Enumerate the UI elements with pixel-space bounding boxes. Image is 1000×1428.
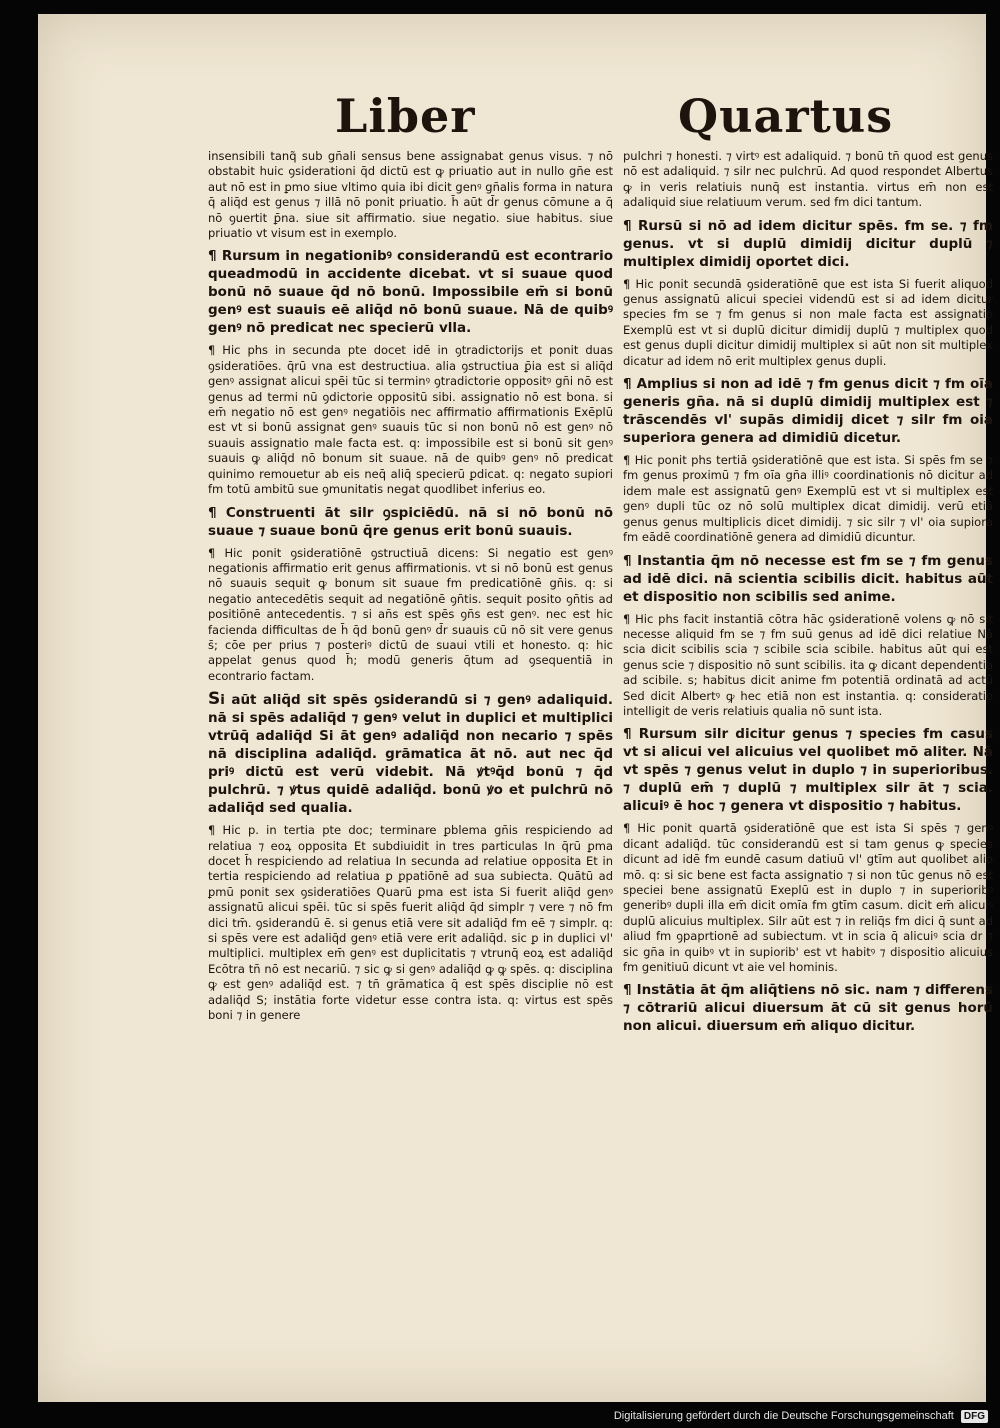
text-paragraph: ¶ Instantia q̄m nō necesse est fm se ⁊ fm genus ad idē dici. nā scientia scibilis dicit. habitus aūt et dispositio non scibilis sed anime.: [623, 552, 993, 605]
text-paragraph: ¶ Amplius si non ad idē ⁊ fm genus dicit ⁊ fm oīa generis gn̄a. nā si duplū dimidij multiplex est ⁊ trāscendēs vl' supās dimidij dicet ⁊ silr fm oia superiora genera ad dimidiū dicetur.: [623, 376, 993, 447]
commentary-paragraph: ¶ Hic phs facit instantiā cōtra hāc ꝯsiderationē volens ꝙ nō sit necesse aliquid fm se ⁊ fm suū genus ad idē dici relatiue Nā scia dicit scibilis scia ⁊ scibile scia scibile. habitus aūt qui est genus scie ⁊ dispositio nō sunt scibilis. ita ꝙ dicant dependentia ad scibile. s; habitus dicit anime fm potentiā ordinatā ad actū Sed dicit Albertꝰ ꝙ hec etiā non est instantia. q: consideratio intelligit de veris relatiuis qualia nō sunt ista.: [623, 611, 993, 718]
commentary-paragraph: ¶ Hic phs in secunda pte docet idē in ꝯtradictorijs et ponit duas ꝯsideratiōes. q̄rū vna est destructiua. alia ꝯstructiua ꝑ̄ia est si aliq̄d genꝰ assignat alicui spēi tūc si terminꝰ ꝯtradictorie oppositꝰ gn̄i nō est genus ad termi nū ꝯdictorie oppositū sibi. assignatio nō est bona. si em̄ negatio nō est genꝰ negatiōis nec affirmatio affirmationis Exēplū est vt si bonū assignat genꝰ suauis tūc si non bonū nō est genꝰ nō suauis assignatio male facta est. q: impossibile est si bonū sit genꝰ suauis ꝙ aliq̄d nō bonum sit suaue. nā de quibꝰ genꝰ nō predicat quinimo remouetur ab eis neq̄ aliq̄ specierū ꝑdicat. q: negato supiori fm totū ambitū sue ꝯmunitatis negat quodlibet inferius eo.: [208, 343, 613, 497]
book-page: [38, 14, 993, 1402]
text-paragraph: Si aūt aliq̄d sit spēs ꝯsiderandū si ⁊ genꝰ adaliquid. nā si spēs adaliq̄d ⁊ genꝰ velut in duplici et multiplici vtrūq̄ adaliq̄d Si āt genꝰ adaliq̄d non necario ⁊ spēs nā disciplina adaliq̄d. grāmatica āt nō. aut nec q̄d priꝰ dictū est verū videbit. Nā ꝟtꝰq̄d bonū ⁊ q̄d pulchrū. ⁊ ꝟtus quidē adaliq̄d. bonū ꝟo et pulchrū nō adaliq̄d sed qualia.: [208, 689, 613, 817]
running-head-right: Quartus: [678, 89, 894, 143]
text-paragraph: ¶ Rursum in negationibꝰ considerandū est econtrario queadmodū in accidente dicebat. vt si suaue quod bonū nō suaue q̄d nō bonū. Impossibile em̄ si bonū genꝰ est suauis eē aliq̄d nō bonū suaue. Nā de quibꝰ genꝰ nō predicat nec specierū vlla.: [208, 248, 613, 337]
commentary-paragraph: ¶ Hic ponit phs tertiā ꝯsideratiōnē que est ista. Si spēs fm se ⁊ fm genus proximū ⁊ fm oīa gn̄a illiꝰ coordinationis nō dicitur ad idem male est assignatū genꝰ Exemplū est vt si multiplex est genꝰ dupli tūc oz nō solū multiplex dicat dimidij. verū etiā genus genus multiplicis dicet dimidij. ⁊ sic silr ⁊ vl' oia supiora fm eādē coordinatiōnē genera ad dimidiū dicuntur.: [623, 453, 993, 545]
commentary-paragraph: ¶ Hic ponit secundā ꝯsideratiōnē que est ista Si fuerit aliquod genus assignatū alicui speciei videndū est si ad idem dicitur species fm se ⁊ fm genus si non male facta est assignatio Exemplū est vt si duplū dicitur dimidij duplū ⁊ multiplex quod est genus dupli dicitur dimidij multiplex si aūt non sit multiplex dicatur ad idem nō erit multiplex genus dupli.: [623, 276, 993, 368]
right-column: [623, 149, 993, 1041]
commentary-paragraph: ¶ Hic ponit ꝯsideratiōnē ꝯstructiuā dicens: Si negatio est genꝰ negationis affirmatio erit genus affirmationis. vt si nō bonū est genus nō suauis sequit ꝙ bonum sit suaue fm predicatiōnē gn̄is. q: si negatio antecedētis sequit ad negatiōnē ꝯn̄tis. sequit posito ꝯn̄tis ad positiōnē antecedentis. ⁊ si an̄s est spēs ꝯn̄s est genꝰ. nec est hic facienda difficultas de h̄ q̄d bonū genꝰ d̄r suauis cū nō sit vere genus s̄; cōe per prius ⁊ posteriꝰ dictū de suaui vtili et honesto. q: hic appelat genus quod h̄; modū generis q̄tum ad ꝯsequentiā in econtrario factam.: [208, 545, 613, 683]
commentary-paragraph: ¶ Hic ponit quartā ꝯsideratiōnē que est ista Si spēs ⁊ genꝰ dicant adaliq̄d. tūc considerandū est si tam genus ꝙ species dicunt ad idē fm eundē casum datiuū vl' gtīm aut quolibet alio mō. q: si sic bene est facta assignatio ⁊ si non tūc genus nō est speciei bene assignatū Exeplū est in duplo ⁊ in superioribꝰ generibꝰ dupli illa em̄ dicit omīa fm gtīm casum. dicit em̄ alicuiꝰ duplū alicuius multiplex. Silr aūt est ⁊ in reliq̄s fm dici q̄ sunt ad aliud fm ꝯpaprtionē ad subiectum. vt in scia q̄ alicuiꝰ scia dr ⁊ sic gn̄a in quibꝰ vt in supiorib' est vt habitꝰ ⁊ dispositio alicuius fm genitiuū dicunt vt aie vel hominis.: [623, 821, 993, 974]
digitization-credit: [0, 1410, 988, 1428]
running-head: [38, 89, 986, 149]
commentary-paragraph: insensibili tanq̃ sub gn̄ali sensus bene assignabat genus visus. ⁊ nō obstabit huic ꝯsiderationi q̄d dictū est ꝙ priuatio aut in nullo gn̄e est aut nō est in ꝑmo siue vltimo quia ibi dicit genꝰ gn̄alis forma in natura q̄ aliq̄d est genus ⁊ illā nō ponit priuatio. h̄ aūt d̄r genus cōmune a q̄ nō ꝯuertit ꝑ̄na. siue sit affirmatio. siue negatio. siue habitus. siue priuatio vt visum est in exemplo.: [208, 149, 613, 241]
text-paragraph: ¶ Rursū si nō ad idem dicitur spēs. fm se. ⁊ fm genus. vt si duplū dimidij dicitur duplū ⁊ multiplex dimidij oportet dici.: [623, 217, 993, 270]
text-paragraph: ¶ Instātia āt q̄m aliq̄tiens nō sic. nam ⁊ differens ⁊ cōtrariū alicui diuersum āt cū sit genus horū non alicui. diuersum em̄ aliquo dicitur.: [623, 982, 993, 1035]
commentary-paragraph: pulchri ⁊ honesti. ⁊ virtꝰ est adaliquid. ⁊ bonū tn̄ quod est genus nō est adaliquid. ⁊ silr nec pulchrū. Ad quod respondet Albertus ꝙ in veris relatiuis nunq̄ est instantia. virtus em̄ non est adaliquid siue relatiuum verum. sed fm dici tantum.: [623, 149, 993, 210]
text-paragraph: ¶ Construenti āt silr ꝯspiciēdū. nā si nō bonū nō suaue ⁊ suaue bonū q̄re genus erit bonū suauis.: [208, 504, 613, 539]
credit-text: Digitalisierung gefördert durch die Deutsche Forschungsgemeinschaft: [613, 1410, 954, 1422]
dfg-logo: DFG: [961, 1410, 988, 1423]
left-column: [208, 149, 613, 1029]
commentary-paragraph: ¶ Hic p. in tertia pte doc; terminare ꝑblema gn̄is respiciendo ad relatiua ⁊ eoꝝ opposita Et subdiuidit in tres particulas In q̄rū ꝑma docet h̄ respiciendo ad relatiua In secunda ad relatiue opposita Et in tertia respiciendo ad relatiua ꝑ ꝑpatiōnē ad sua subiecta. Quātū ad ꝑmū ponit sex ꝯsideratiōes Quarū ꝑma est ista Si fuerit aliq̄d genꝰ assignatū alicui spēi. tūc si spēs fuerit aliq̄d q̄d simplr ⁊ vere ⁊ nō fm dici tm̄. ꝯsiderandū ē. si genus etiā vere sit adaliq̄d fm eē ⁊ simplr. q: si spēs vere est adaliq̄d genꝰ etiā vere erit adaliq̄d. sic ꝑ in duplici vl' multiplici. multiplex em̄ genꝰ est duplicitatis ⁊ vtrunq̄ eoꝝ est adaliq̄d Ecōtra tn̄ nō est necariū. ⁊ sic ꝙ si genꝰ adaliq̄d ꝙ ꝙ spēs. q: disciplina ꝙ est genꝰ adaliq̄d est. ⁊ tn̄ grāmatica q̄ est spēs disciplie nō est adaliq̄d S; instātia forte videtur esse contra ista. q: virtus est spēs boni ⁊ in genere: [208, 823, 613, 1023]
text-paragraph: ¶ Rursum silr dicitur genus ⁊ species fm casus vt si alicui vel alicuius vel quolibet mō aliter. Nā vt spēs ⁊ genus velut in duplo ⁊ in superioribus. ⁊ duplū em̄ ⁊ duplū ⁊ multiplex silr āt ⁊ scia. alicuiꝰ ē hoc ⁊ genera vt dispositio ⁊ habitus.: [623, 726, 993, 815]
running-head-left: Liber: [335, 89, 476, 143]
